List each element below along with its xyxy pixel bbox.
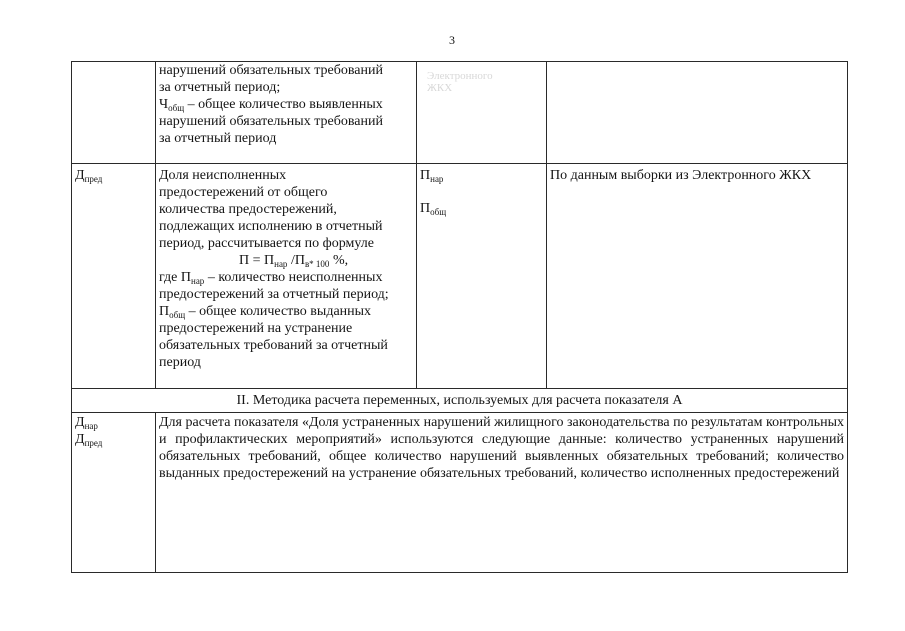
page-number: 3 (449, 33, 455, 47)
definition-line (159, 269, 413, 286)
description-line: нарушений обязательных требований (159, 63, 383, 78)
symbol-sub: пред (84, 438, 103, 448)
table-row (72, 164, 848, 389)
table-row (72, 413, 848, 573)
definition-part: – количество неисполненных (204, 270, 383, 285)
methodology-table (71, 61, 848, 573)
symbol-main: Д (75, 168, 85, 183)
symbol-sub: пред (84, 174, 103, 184)
source-cell-empty (547, 62, 848, 164)
source-text: По данным выборки из Электронного ЖКХ (550, 168, 812, 183)
indicator-symbol (75, 414, 152, 431)
symbol-main: П (420, 201, 431, 216)
formula-part: %, (329, 253, 349, 268)
faded-text: Электронного (427, 70, 493, 82)
variables-cell (417, 62, 547, 164)
definition-part: П (159, 304, 170, 319)
symbol-definition: – общее количество выявленных (184, 97, 383, 112)
definition-sub: нар (191, 276, 205, 286)
definition-part: – общее количество выданных (185, 304, 372, 319)
formula-part: /П (287, 253, 305, 268)
formula-part: П = П (239, 253, 275, 268)
formula (159, 252, 413, 269)
spacer (420, 184, 543, 200)
symbol-main: Д (75, 415, 85, 430)
definition-line: предостережений за отчетный период; (159, 287, 389, 302)
section-heading: II. Методика расчета переменных, используемых для расчета показателя А (72, 389, 848, 413)
description-line: предостережений от общего (159, 185, 328, 200)
indicator-cell (72, 413, 156, 573)
description-line: Доля неисполненных (159, 168, 287, 183)
description-line: подлежащих исполнению в отчетный (159, 219, 383, 234)
symbol-main: П (420, 168, 431, 183)
indicator-symbol (75, 167, 152, 184)
description-cell (156, 62, 417, 164)
description-line: период, рассчитывается по формуле (159, 236, 374, 251)
formula-sub: нар (274, 259, 288, 269)
description-line: за отчетный период; (159, 80, 281, 95)
faded-text: ЖКХ (427, 82, 453, 94)
symbol-main: Д (75, 432, 85, 447)
description-line: количества предостережений, (159, 202, 337, 217)
symbol-sub: нар (84, 421, 98, 431)
definition-line: предостережений на устранение (159, 321, 353, 336)
source-cell (547, 164, 848, 389)
symbol-main: Ч (159, 97, 169, 112)
definition-sub: общ (169, 310, 186, 320)
variables-cell (417, 164, 547, 389)
symbol-sub: общ (430, 207, 447, 217)
description-line: за отчетный период (159, 131, 277, 146)
definition-line: период (159, 355, 201, 370)
description-line: нарушений обязательных требований (159, 114, 383, 129)
definition-line: обязательных требований за отчетный (159, 338, 388, 353)
indicator-cell (72, 164, 156, 389)
definition-part: где П (159, 270, 191, 285)
variable-symbol (420, 200, 543, 217)
methodology-text: Для расчета показателя «Доля устраненных нарушений жилищного законодательства по результатам контрольных и профилактических мероприятий» используются следующие данные: количество устраненных нарушений обязательных требований, общее количество нарушений выявленных обязательных требований; количество выданных предостережений на устранение обязательных требований, количество исполненных предостережений (156, 413, 848, 573)
section-heading-row (72, 389, 848, 413)
description-cell (156, 164, 417, 389)
definition-line (159, 303, 413, 320)
description-line (159, 96, 413, 113)
indicator-symbol (75, 431, 152, 448)
symbol-sub: общ (168, 103, 185, 113)
table-row (72, 62, 848, 164)
indicator-cell-empty (72, 62, 156, 164)
formula-sub: в* 100 (304, 259, 330, 269)
variable-symbol (420, 167, 543, 184)
symbol-sub: нар (430, 174, 444, 184)
